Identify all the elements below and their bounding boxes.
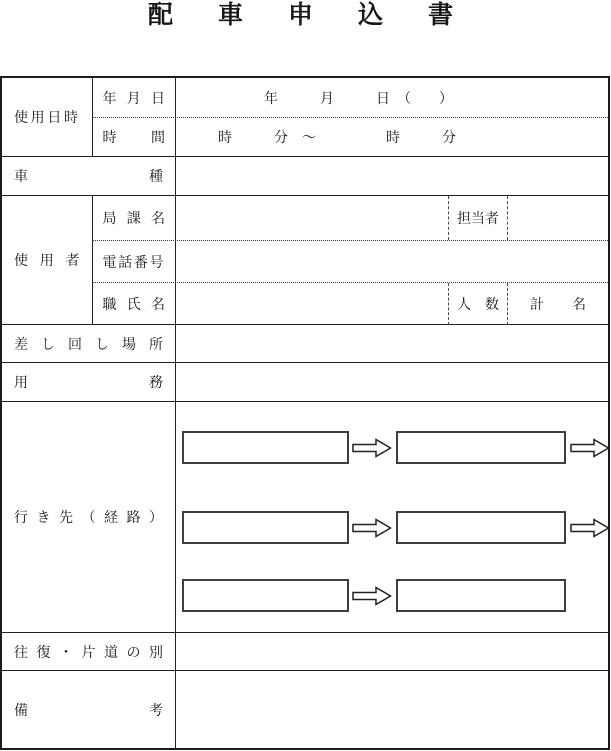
headcount-box — [448, 283, 508, 325]
date-value: 年 月 日 （ ） — [264, 91, 453, 107]
trip-type-label: 往 復 ・ 片 道 の 別 — [2, 633, 176, 670]
bureau-value-cell — [176, 196, 608, 240]
bureau-label: 局 課 名 — [93, 196, 177, 240]
dispatch-place-row — [2, 324, 608, 362]
purpose-row — [2, 362, 608, 401]
date-sublabel: 年 月 日 — [93, 78, 177, 117]
total-label: 計 名 — [530, 298, 586, 313]
destination-label: 行 き 先 （ 経 路 ） — [2, 402, 176, 632]
phone-row — [93, 240, 609, 282]
vehicle-type-value-cell — [176, 157, 608, 195]
time-value: 時 分 ～ 時 分 — [218, 131, 456, 146]
phone-label: 電話番号 — [93, 241, 177, 282]
trip-type-row — [2, 632, 608, 670]
name-value-cell — [176, 283, 608, 325]
page-title: 配 車 申 込 書 — [147, 1, 463, 29]
route-box-3 — [182, 511, 349, 544]
vehicle-type-label: 車 種 — [2, 157, 176, 195]
right-arrow-icon — [352, 517, 392, 539]
route-box-2 — [396, 431, 566, 464]
remarks-value-cell — [176, 671, 608, 748]
usage-datetime-group-label: 使用日時 — [2, 78, 93, 156]
name-row — [93, 282, 609, 325]
name-label: 職 氏 名 — [93, 283, 177, 325]
usage-datetime-section — [2, 78, 608, 156]
user-group-label: 使 用 者 — [2, 196, 93, 324]
dispatch-place-value-cell — [176, 325, 608, 362]
route-box-5 — [182, 579, 349, 612]
phone-value-cell — [176, 241, 608, 282]
total-count-cell — [508, 294, 608, 314]
route-box-4 — [396, 511, 566, 544]
vehicle-type-row — [2, 156, 608, 195]
headcount-label: 人 数 — [457, 298, 499, 313]
date-value-cell — [176, 78, 608, 117]
right-arrow-icon — [570, 437, 610, 459]
user-section — [2, 195, 608, 324]
remarks-label: 備 考 — [2, 671, 176, 748]
route-box-1 — [182, 431, 349, 464]
time-value-cell — [176, 118, 608, 156]
purpose-value-cell — [176, 363, 608, 401]
remarks-row — [2, 670, 608, 748]
time-row — [93, 117, 609, 156]
right-arrow-icon — [570, 517, 610, 539]
destination-route-area — [176, 402, 608, 632]
trip-type-value-cell — [176, 633, 608, 670]
right-arrow-icon — [352, 437, 392, 459]
bureau-row — [93, 196, 609, 240]
dispatch-form-table — [0, 76, 610, 750]
date-row — [93, 78, 609, 117]
staff-label: 担当者 — [457, 212, 499, 227]
time-sublabel: 時 間 — [93, 118, 177, 156]
purpose-label: 用 務 — [2, 363, 176, 401]
staff-label-box — [448, 196, 508, 240]
dispatch-place-label: 差 し 回 し 場 所 — [2, 325, 176, 362]
right-arrow-icon — [352, 585, 392, 607]
destination-section — [2, 401, 608, 632]
route-box-6 — [396, 579, 566, 612]
